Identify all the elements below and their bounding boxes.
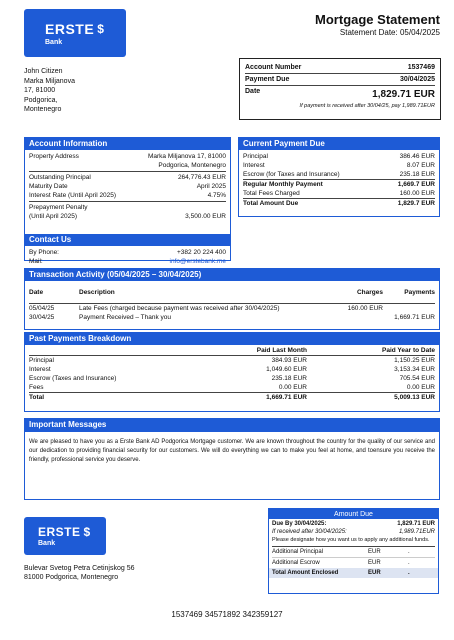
- table-row: Interest 1,049.60 EUR 3,153.34 EUR: [29, 366, 435, 373]
- current-payment-panel: Current Payment Due Principal 386.46 EUR Interest 8.07 EUR Escrow (for Taxes and Insurance) 235.18 EUR Regular Monthly Payment 1,669.7 EUR Total Fees Charged 160.00 EUR Total Amount Due 1,829.7 EUR: [238, 137, 440, 217]
- table-row: Fees 0.00 EUR 0.00 EUR: [29, 384, 435, 391]
- erste-logo-footer: ERSTE $ Bank: [24, 517, 106, 555]
- table-row: 30/04/25 Payment Received – Thank you 1,669.71 EUR: [29, 314, 435, 321]
- transaction-header: Date Description Charges Payments: [29, 289, 435, 296]
- amount-due-value: 1,829.71 EUR: [372, 89, 435, 100]
- summary-box: Account Number 1537469 Payment Due 30/04/2025 Date 1,829.71 EUR If payment is received after 30/04/25, pay 1,989.71EUR: [239, 58, 441, 120]
- email-link[interactable]: info@erstebank.me: [169, 258, 226, 265]
- scan-code: 1537469 34571892 342359127: [171, 610, 283, 619]
- table-row: Principal 384.93 EUR 1,150.25 EUR: [29, 357, 435, 364]
- transaction-panel: Transaction Activity (05/04/2025 – 30/04/2025) Date Description Charges Payments 05/04/25 Late Fees (charged because payment was received after 30/04/2025) 160.00 EUR 30/04/25 Payment Received – Thank you 1,669.71 EUR: [24, 268, 440, 330]
- erste-s-icon: $: [83, 525, 91, 539]
- amount-due-coupon: Amount Due Due By 30/04/2025: 1,829.71 EUR If received after 30/04/2025: 1,989.71EUR Please designate how you want us to apply any additional funds. Additional Principal EUR . Additional Escrow EUR . Total Amount Enclosed EUR .: [268, 508, 439, 594]
- table-row: Escrow (Taxes and Insurance) 235.18 EUR 705.54 EUR: [29, 375, 435, 382]
- messages-text: We are pleased to have you as a Erste Bank AD Podgorica Mortgage customer. We are known throughout the country for the quality of our service and our dedication to providing financial security for our customers. We will do everything we can to make you feel at home, and toensure you receive the friendly, professional service you deserve.: [29, 439, 435, 463]
- recipient-address: John Citizen Marka Miljanova 17, 81000 Podgorica, Montenegro: [24, 68, 75, 113]
- past-payments-panel: Past Payments Breakdown Paid Last Month Paid Year to Date Principal 384.93 EUR 1,150.25 EUR Interest 1,049.60 EUR 3,153.34 EUR Escrow (Taxes and Insurance) 235.18 EUR 705.54 EUR Fees 0.00 EUR 0.00 EUR Total 1,669.71 EUR 5,009.13 EUR: [24, 332, 440, 412]
- contact-title: Contact Us: [25, 234, 230, 246]
- page-title: Mortgage Statement: [315, 12, 440, 27]
- table-row: Total 1,669.71 EUR 5,009.13 EUR: [29, 394, 435, 401]
- erste-logo: ERSTE $ Bank: [24, 9, 126, 57]
- table-row: 05/04/25 Late Fees (charged because payment was received after 30/04/2025) 160.00 EUR: [29, 305, 383, 312]
- bank-address: Bulevar Svetog Petra Cetinjskog 56 81000 Podgorica, Montenegro: [24, 565, 135, 581]
- statement-date: Statement Date: 05/04/2025: [339, 28, 440, 37]
- erste-s-icon: $: [97, 22, 105, 36]
- account-info-title: Account Information: [25, 138, 230, 150]
- messages-panel: Important Messages We are pleased to have you as a Erste Bank AD Podgorica Mortgage customer. We are known throughout the country for the quality of our service and our dedication to providing financial security for our customers. We will do everything we can to make you feel at home, and toensure you receive the friendly, professional service you deserve.: [24, 418, 440, 500]
- account-info-panel: Account Information Property Address Marka Miljanova 17, 81000 Podgorica, Montenegro Outstanding Principal 264,776.43 EUR Maturity Date April 2025 Interest Rate (Until April 2025) 4.75% Prepayment Penalty (Until April 2025) 3,500.00 EUR Contact Us By Phone: +382 20 224 400 Mail: info@erstebank.me: [24, 137, 231, 261]
